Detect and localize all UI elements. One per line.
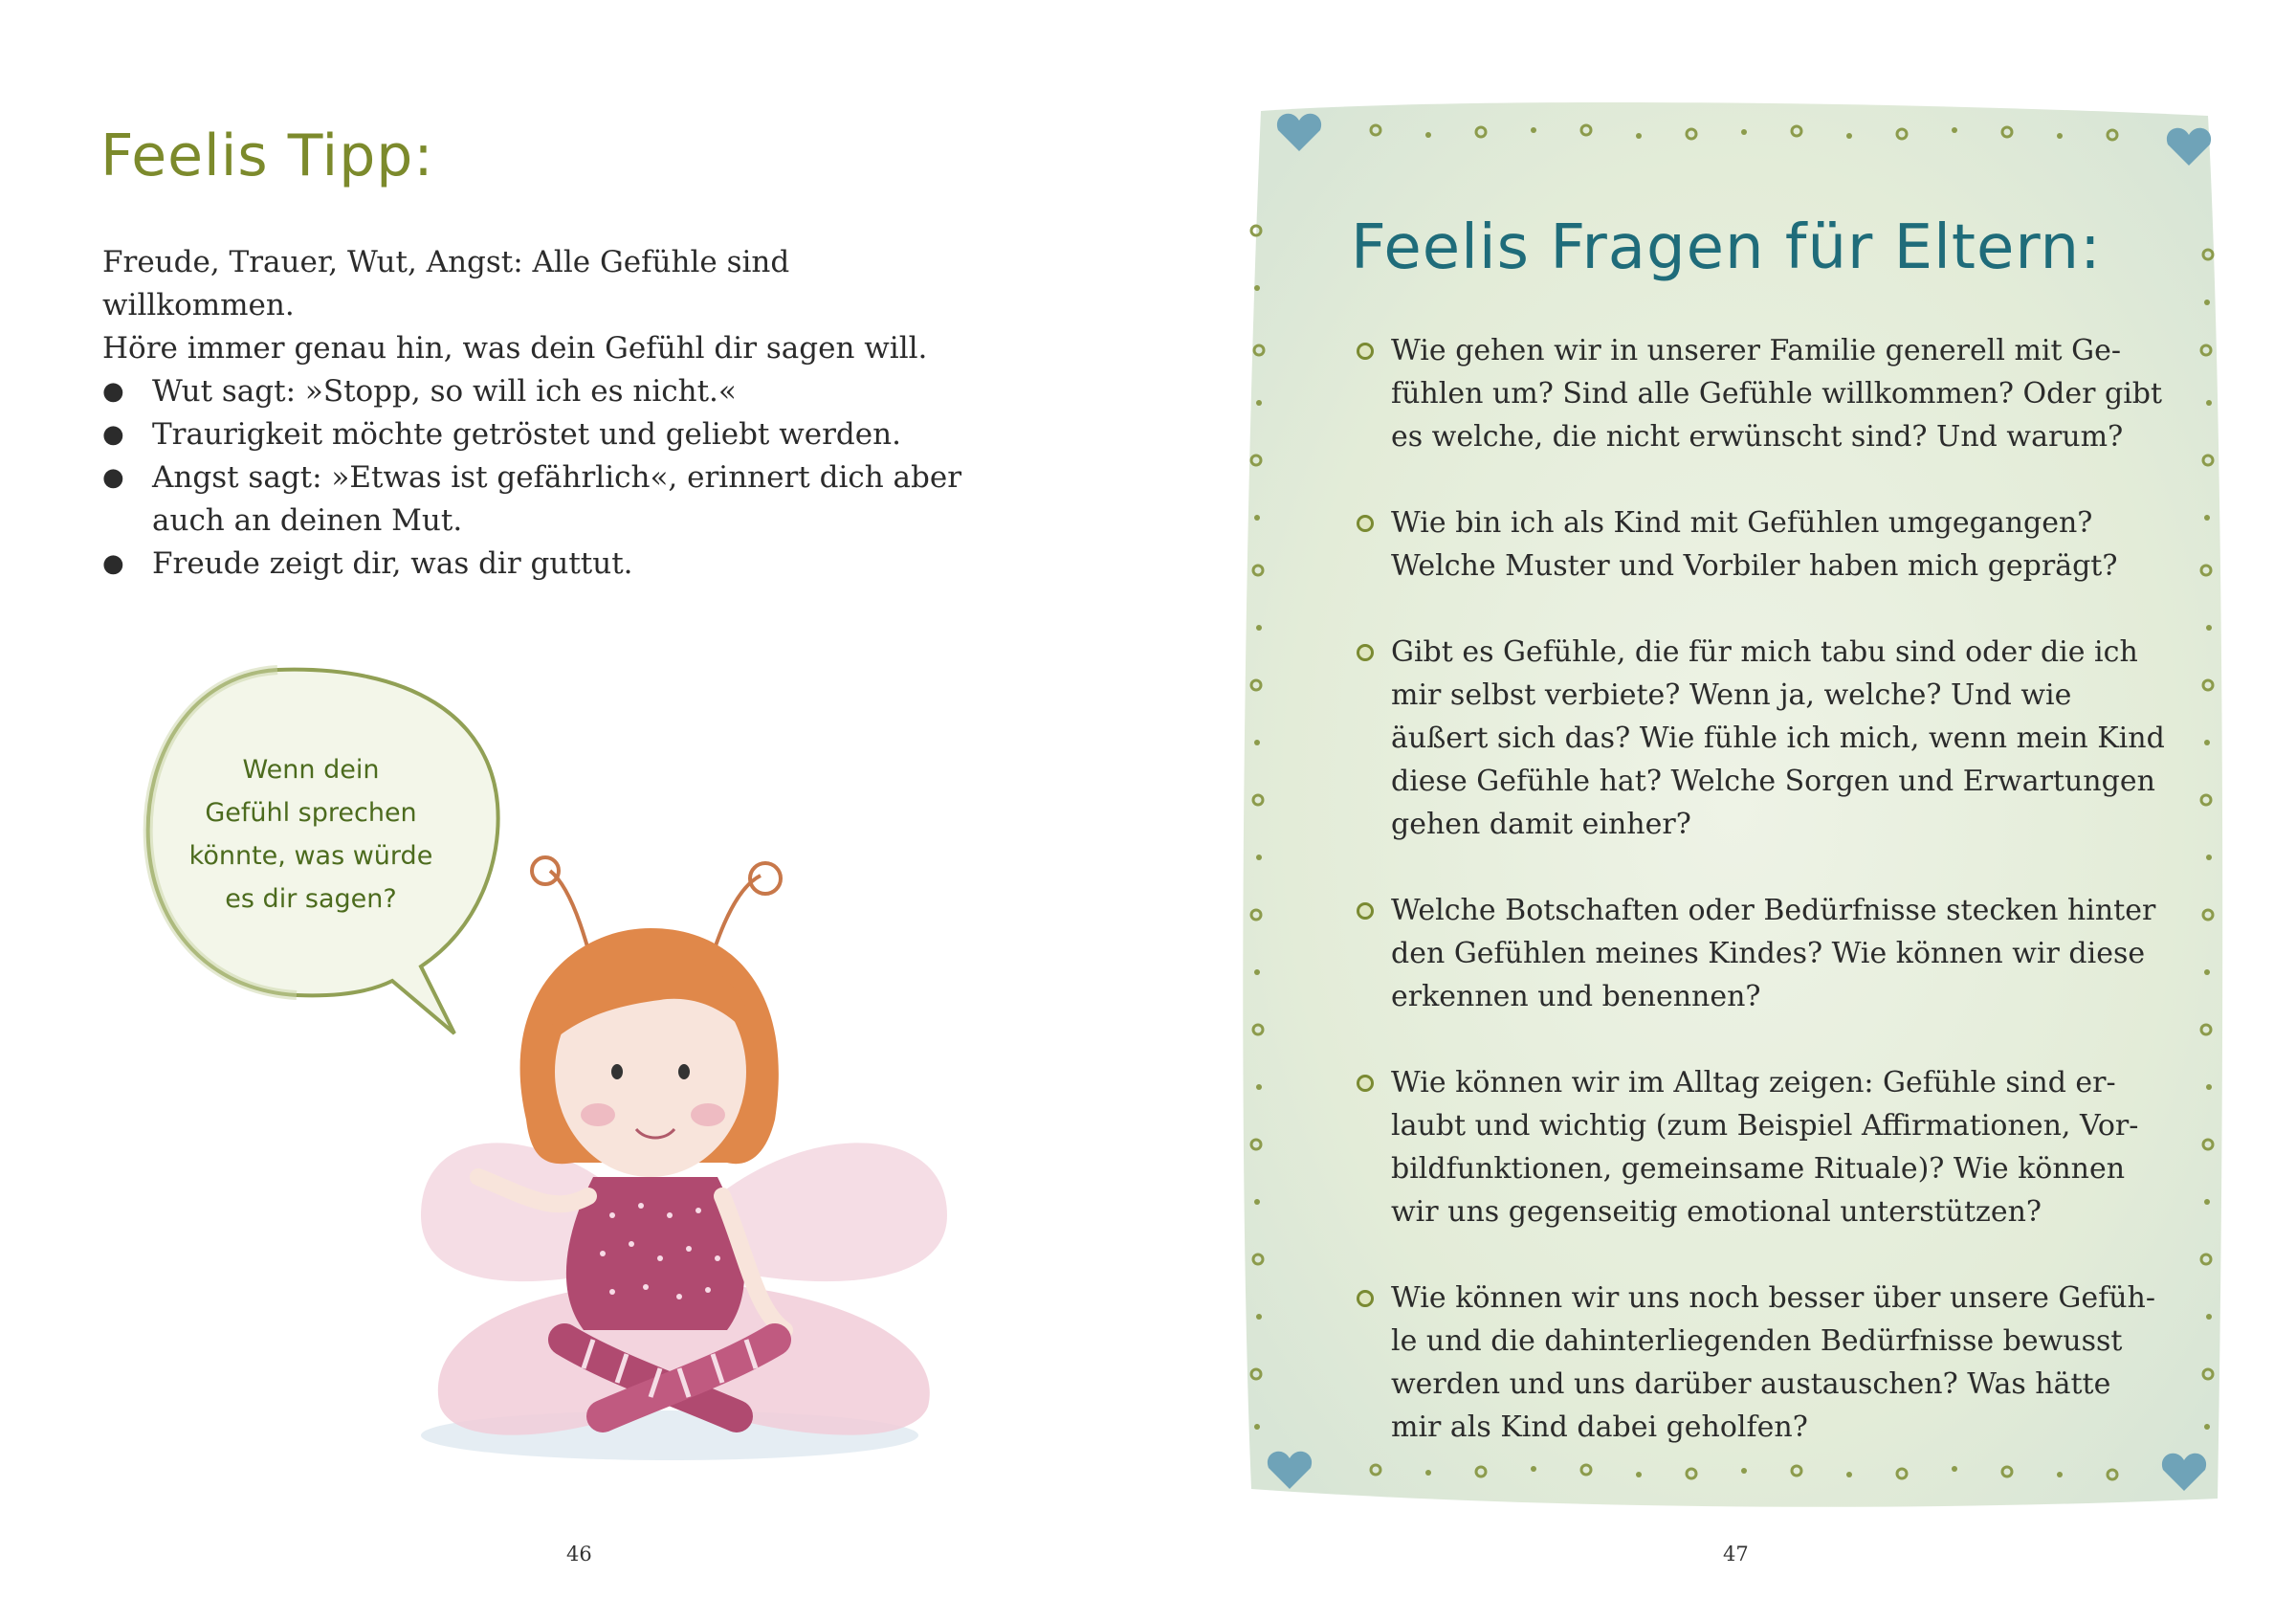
bubble-line: Wenn dein xyxy=(242,755,380,785)
bullet-dot-icon: ● xyxy=(102,420,124,449)
question-text: Wie können wir im Alltag zeigen: Gefühle sind erlaubt und wichtig (zum Beispiel Affirmationen, Vorbildfunktionen, gemeinsame Rituale)? Wie können wir uns gegenseitig emotional unterstützen? xyxy=(1391,1066,2139,1229)
bullet-dot-icon xyxy=(1357,902,1374,920)
list-item xyxy=(102,456,975,543)
bubble-line: könnte, was würde xyxy=(188,841,433,871)
list-item xyxy=(102,543,944,586)
list-item xyxy=(1357,501,2170,588)
list-item xyxy=(102,413,944,456)
question-text: Wie gehen wir in unserer Familie generell mit Gefühlen um? Sind alle Gefühle willkommen? Oder gibt es welche, die nicht erwünscht sind? Und warum? xyxy=(1391,334,2163,454)
list-item xyxy=(1357,1277,2170,1449)
feelings-list xyxy=(102,370,962,586)
bullet-dot-icon xyxy=(1357,343,1374,360)
page-number: 47 xyxy=(1723,1543,1749,1565)
page-number: 46 xyxy=(566,1543,592,1565)
list-item xyxy=(1357,329,2170,458)
questions-title: Feelis Fragen für Eltern: xyxy=(1351,212,2102,283)
intro-line: Freude, Trauer, Wut, Angst: Alle Gefühle sind willkommen. xyxy=(102,245,790,322)
intro-paragraph xyxy=(102,241,963,370)
bullet-dot-icon: ● xyxy=(102,463,124,492)
list-item xyxy=(1357,889,2170,1018)
bubble-line: Gefühl sprechen xyxy=(205,798,417,828)
bullet-dot-icon: ● xyxy=(102,377,124,406)
questions-list xyxy=(1357,329,2170,1492)
question-text: Wie können wir uns noch besser über unsere Gefühle und die dahinterliegenden Bedürfnisse bewusst werden und uns darüber austauschen? Was hätte mir als Kind dabei geholfen? xyxy=(1391,1281,2156,1444)
bubble-line: es dir sagen? xyxy=(225,884,397,914)
bullet-dot-icon: ● xyxy=(102,549,124,578)
list-item-text: Traurigkeit möchte getröstet und geliebt werden. xyxy=(152,417,901,452)
bullet-dot-icon xyxy=(1357,1290,1374,1307)
bullet-dot-icon xyxy=(1357,1075,1374,1092)
tipp-title: Feelis Tipp: xyxy=(100,122,434,189)
list-item xyxy=(1357,631,2170,846)
bullet-dot-icon xyxy=(1357,644,1374,661)
list-item-text: Freude zeigt dir, was dir guttut. xyxy=(152,546,633,581)
bullet-dot-icon xyxy=(1357,515,1374,532)
list-item xyxy=(1357,1061,2170,1233)
list-item-text: Wut sagt: »Stopp, so will ich es nicht.« xyxy=(152,374,737,409)
list-item xyxy=(102,370,944,413)
list-item-text: Angst sagt: »Etwas ist gefährlich«, erinnert dich aber auch an deinen Mut. xyxy=(152,460,962,538)
intro-line: Höre immer genau hin, was dein Gefühl dir sagen will. xyxy=(102,331,928,366)
question-text: Gibt es Gefühle, die für mich tabu sind oder die ich mir selbst verbiete? Wenn ja, welche? Und wie äußert sich das? Wie fühle ich mich, wenn mein Kind diese Gefühle hat? Welche Sorgen und Erwartungen gehen damit einher? xyxy=(1391,635,2165,841)
fairy-illustration xyxy=(383,833,976,1464)
question-text: Wie bin ich als Kind mit Gefühlen umgegangen? Welche Muster und Vorbiler haben mich geprägt? xyxy=(1391,506,2118,583)
question-text: Welche Botschaften oder Bedürfnisse stecken hinter den Gefühlen meines Kindes? Wie können wir diese erkennen und benennen? xyxy=(1391,894,2156,1013)
